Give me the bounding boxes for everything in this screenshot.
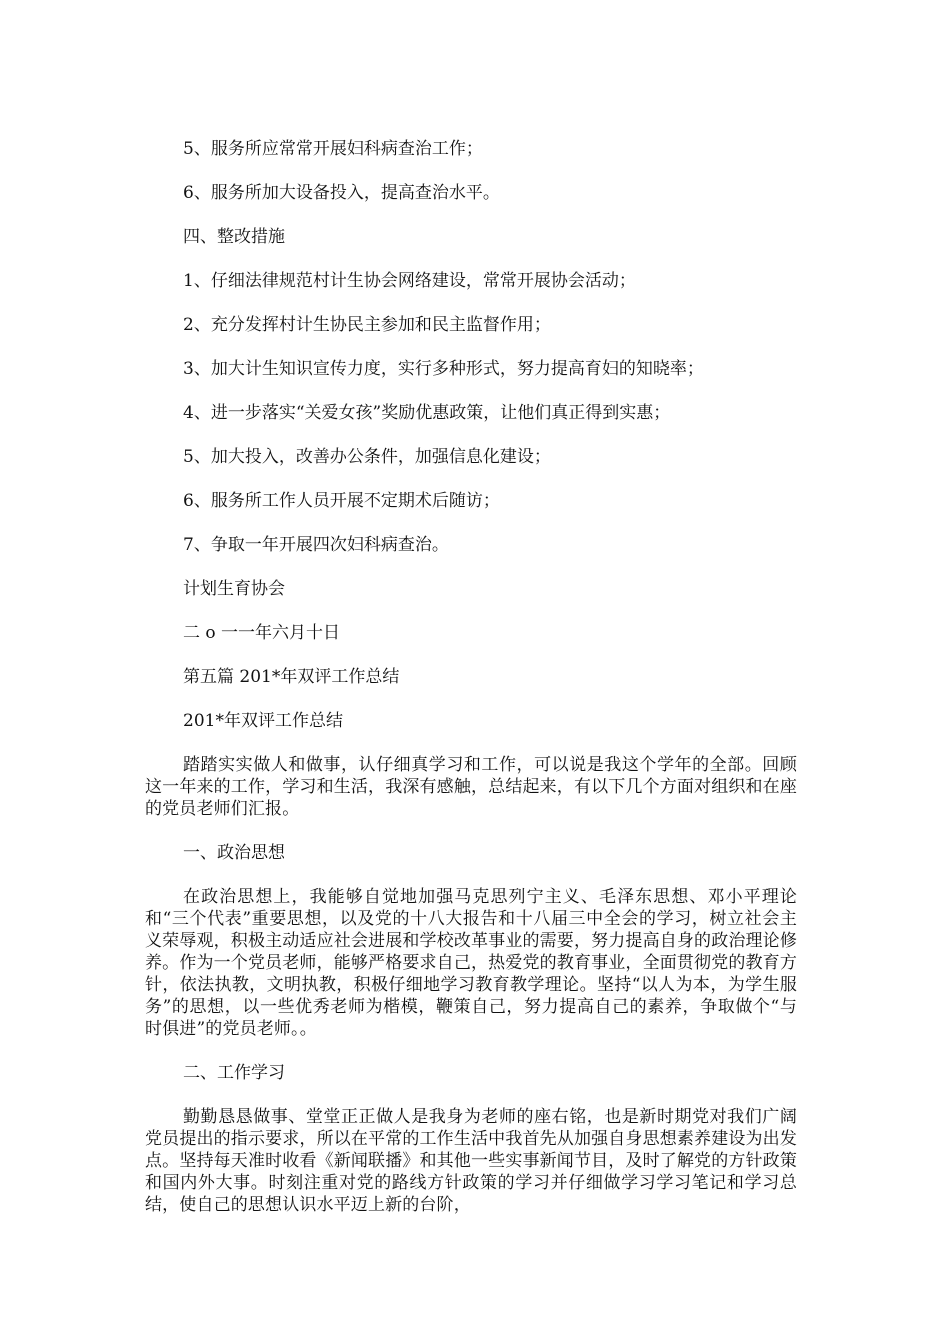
section-heading: 二、工作学习 xyxy=(183,1063,285,1083)
section-heading: 一、政治思想 xyxy=(183,843,285,863)
list-item: 5、加大投入，改善办公条件，加强信息化建设； xyxy=(183,447,551,467)
list-item: 4、进一步落实“关爱女孩”奖励优惠政策，让他们真正得到实惠； xyxy=(183,403,671,423)
body-paragraph: 在政治思想上，我能够自觉地加强马克思列宁主义、毛泽东思想、邓小平理论和“三个代表”重要思想，以及党的十八大报告和十八届三中全会的学习，树立社会主义荣辱观，积极主动适应社会进展和学校改革事业的需要，努力提高自身的政治理论修养。作为一个党员老师，能够严格要求自己，热爱党的教育事业，全面贯彻党的教育方针，依法执教，文明执教，积极仔细地学习教育教学理论。坚持“以人为本，为学生服务”的思想，以一些优秀老师为楷模，鞭策自己，努力提高自己的素养，争取做个“与时俱进”的党员老师。。 xyxy=(145,887,797,1039)
body-paragraph: 勤勤恳恳做事、堂堂正正做人是我身为老师的座右铭，也是新时期党对我们广阔党员提出的指示要求，所以在平常的工作生活中我首先从加强自身思想素养建设为出发点。坚持每天准时收看《新闻联播》和其他一些实事新闻节目，及时了解党的方针政策和国内外大事。时刻注重对党的路线方针政策的学习并仔细做学习学习笔记和学习总结，使自己的思想认识水平迈上新的台阶， xyxy=(145,1107,797,1215)
list-item: 6、服务所加大设备投入，提高查治水平。 xyxy=(183,183,500,203)
list-item: 5、服务所应常常开展妇科病查治工作； xyxy=(183,139,483,159)
chapter-title: 第五篇 201*年双评工作总结 xyxy=(183,667,400,687)
list-item: 1、仔细法律规范村计生协会网络建设，常常开展协会活动； xyxy=(183,271,636,291)
signature-org: 计划生育协会 xyxy=(183,579,285,599)
list-item: 6、服务所工作人员开展不定期术后随访； xyxy=(183,491,500,511)
body-paragraph: 踏踏实实做人和做事，认仔细真学习和工作，可以说是我这个学年的全部。回顾这一年来的工作，学习和生活，我深有感触，总结起来，有以下几个方面对组织和在座的党员老师们汇报。 xyxy=(145,755,797,819)
list-item: 2、充分发挥村计生协民主参加和民主监督作用； xyxy=(183,315,551,335)
signature-date: 二 o 一一年六月十日 xyxy=(183,623,341,643)
document-title: 201*年双评工作总结 xyxy=(183,711,343,731)
section-heading: 四、整改措施 xyxy=(183,227,285,247)
list-item: 7、争取一年开展四次妇科病查治。 xyxy=(183,535,449,555)
list-item: 3、加大计生知识宣传力度，实行多种形式，努力提高育妇的知晓率； xyxy=(183,359,704,379)
